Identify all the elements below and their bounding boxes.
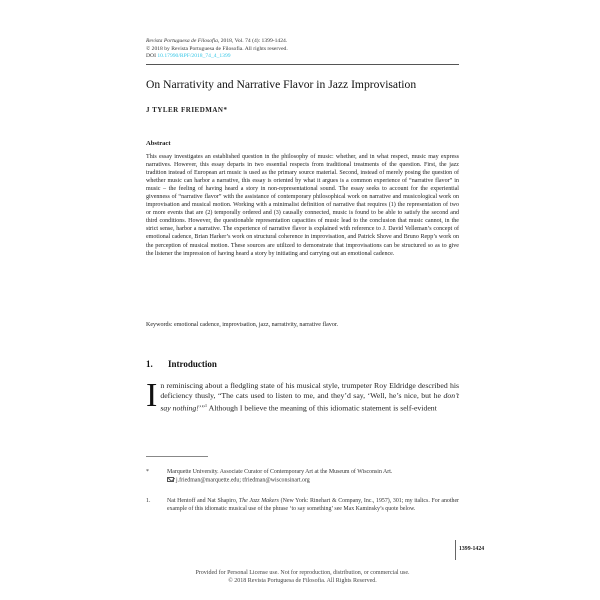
section-title: Introduction <box>168 359 217 369</box>
copyright-line: © 2018 by Revista Portuguesa de Filosofia. All rights reserved. <box>146 45 288 52</box>
author-emails[interactable]: j.friedman@marquette.edu; tfriedman@wisconsinart.org <box>176 477 310 484</box>
section-heading <box>146 359 217 369</box>
envelope-icon <box>167 477 174 482</box>
footnote-text-a: Nat Hentoff and Nat Shapiro, <box>167 498 239 504</box>
intro-text-c: Although I believe the meaning of this idiomatic statement is self-evident <box>207 403 437 413</box>
intro-text-a: n reminiscing about a fledgling state of his musical style, trumpeter Roy Eldridge described his deficiency thusly, “The cats used to listen to me, and they’d say, ‘Well, he’s nice, but he <box>160 381 459 401</box>
footnote-mark: * <box>146 469 149 475</box>
footnote-ref[interactable]: 1 <box>204 403 208 409</box>
citation-details: , 2018, Vol. 74 (4): 1399-1424. <box>217 38 288 44</box>
footnote-mark: 1. <box>146 498 151 504</box>
license-line: Provided for Personal License use. Not for reproduction, distribution, or commercial use. <box>195 570 410 576</box>
article-title: On Narrativity and Narrative Flavor in Jazz Improvisation <box>146 78 417 91</box>
header-rule <box>146 64 459 65</box>
footnote-rule <box>146 456 208 457</box>
doi-line <box>146 53 288 61</box>
author-name: J TYLER FRIEDMAN* <box>146 106 228 114</box>
abstract-text: This essay investigates an established question in the philosophy of music: whether, and in what respect, music may express narratives. However, this essay departs in two essential respects from traditional treatments of the question. First, the jazz tradition instead of European art music is used as the primary source material. Second, instead of merely posing the question of whether music can harbor a narrative, this essay is oriented by what it argues is a common experience of “narrative flavor” in music – the feeling of having heard a story in non-representational sound. The essay seeks to account for the experiential givenness of “narrative flavor” with the assistance of contemporary philosophical work on narrative and musicological work on improvisation and musical motion. Working with a minimalist definition of narrative that requires (1) the representation of two or more events that are (2) temporally ordered and (3) causally connected, music is found to be able to satisfy the second and third conditions. However, the questionable representation capacities of music lead to the conclusion that music cannot, in the strict sense, harbor a narrative. The experience of narrative flavor is explained with reference to J. David Velleman’s concept of emotional cadence, Brian Harker’s work on structural coherence in improvisation, and Patrick Shove and Bruno Repp’s work on the perception of musical motion. These sources are utilized to demonstrate that improvisations can be structured so as to give the listener the impression of having heard a story by initiating and carrying out an emotional cadence. <box>146 154 459 257</box>
doi-link[interactable]: 10.17990/RPF/2018_74_4_1399 <box>157 53 231 60</box>
section-number: 1. <box>146 359 153 369</box>
footnote-text: Marquette University. Associate Curator of Contemporary Art at the Museum of Wisconsin Art. <box>167 469 393 475</box>
footnote-1 <box>146 498 459 513</box>
citation-line <box>146 38 288 46</box>
drop-cap: I <box>146 377 158 414</box>
abstract-heading: Abstract <box>146 140 171 147</box>
page-range: 1399-1424 <box>459 546 485 552</box>
intro-paragraph <box>146 377 459 414</box>
license-footer <box>146 569 459 585</box>
footnote-author <box>146 469 459 485</box>
doi-label: DOI <box>146 53 156 60</box>
email-line <box>167 477 459 485</box>
page-range-bar <box>455 540 456 560</box>
keywords: Keywords: emotional cadence, improvisation, jazz, narrativity, narrative flavor. <box>146 322 339 328</box>
intro-quote-italic: don’t say nothing! <box>160 391 459 413</box>
footer-copyright: © 2018 Revista Portuguesa de Filosofia. All Rights Reserved. <box>228 578 377 584</box>
footnote-book-title: The Jazz Makers <box>238 498 279 504</box>
footnote-text-b: (New York: Rinehart & Company, Inc., 1957), 301; my italics. For another example of this idiomatic musical use of the phrase ‘to say something’ see Max Kaminsky’s quote below. <box>167 498 460 512</box>
journal-header <box>146 38 288 61</box>
intro-text-b: ’” <box>198 403 205 413</box>
journal-name: Revista Portuguesa de Filosofia <box>146 38 218 44</box>
